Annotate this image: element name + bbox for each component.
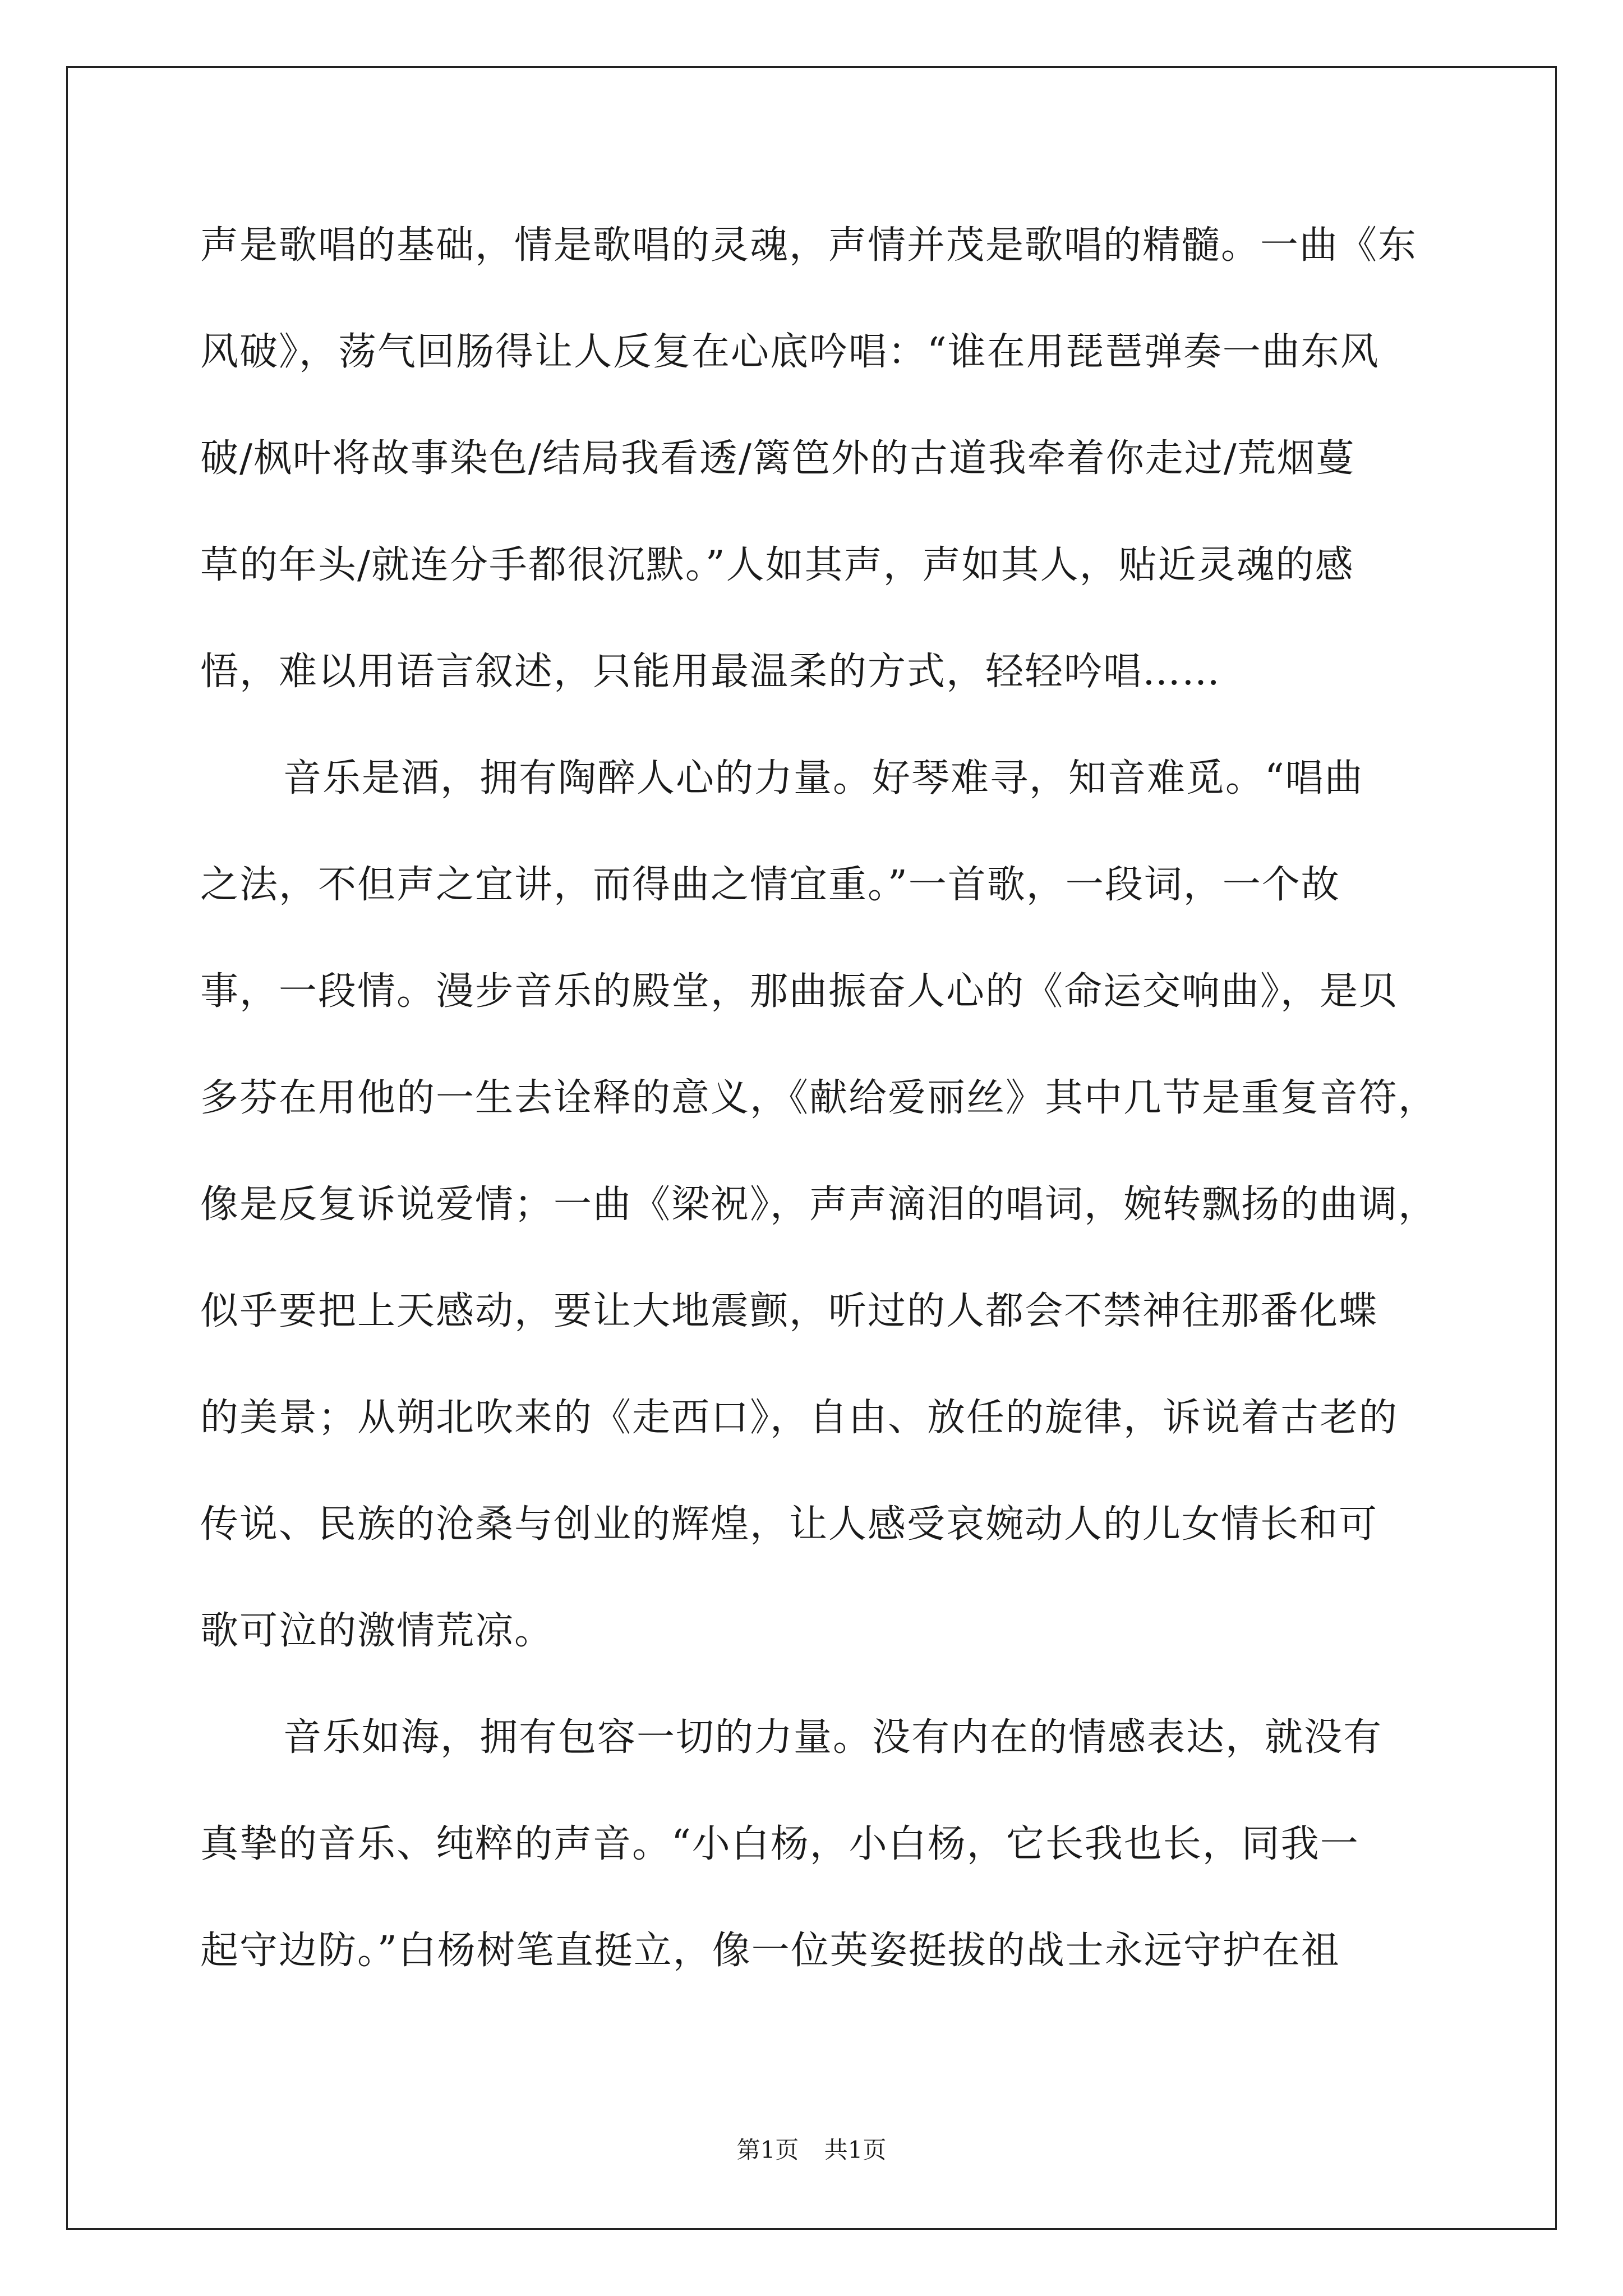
document-body <box>200 209 1438 2021</box>
paragraph-start-line: 音乐如海，拥有包容一切的力量。没有内在的情感表达，就没有 <box>283 1715 1383 1760</box>
text-line: 声是歌唱的基础，情是歌唱的灵魂，声情并茂是歌唱的精髓。一曲《东 <box>200 223 1418 268</box>
text-line: 起守边防。”白杨树笔直挺立，像一位英姿挺拔的战士永远守护在祖 <box>200 1929 1340 1973</box>
page-footer <box>0 2132 1623 2165</box>
text-line: 破/枫叶将故事染色/结局我看透/篱笆外的古道我牵着你走过/荒烟蔓 <box>200 436 1355 481</box>
text-line: 传说、民族的沧桑与创业的辉煌，让人感受哀婉动人的儿女情长和可 <box>200 1502 1378 1547</box>
text-line: 事，一段情。漫步音乐的殿堂，那曲振奋人心的《命运交响曲》，是贝 <box>200 969 1399 1014</box>
text-line: 像是反复诉说爱情；一曲《梁祝》，声声滴泪的唱词，婉转飘扬的曲调， <box>200 1182 1438 1227</box>
text-line: 风破》，荡气回肠得让人反复在心底吟唱：“谁在用琵琶弹奏一曲东风 <box>200 330 1380 374</box>
text-line: 多芬在用他的一生去诠释的意义，《献给爱丽丝》其中几节是重复音符， <box>200 1076 1438 1120</box>
text-line: 草的年头/就连分手都很沉默。”人如其声，声如其人，贴近灵魂的感 <box>200 543 1354 587</box>
text-line: 的美景；从朔北吹来的《走西口》，自由、放任的旋律，诉说着古老的 <box>200 1396 1399 1440</box>
page-number-current: 第1页 <box>736 2136 799 2164</box>
page-number-total: 共1页 <box>824 2136 887 2164</box>
text-line: 歌可泣的激情荒凉。 <box>200 1609 554 1653</box>
text-line: 真挚的音乐、纯粹的声音。“小白杨，小白杨，它长我也长，同我一 <box>200 1822 1359 1866</box>
text-line: 之法，不但声之宜讲，而得曲之情宜重。”一首歌，一段词，一个故 <box>200 863 1340 907</box>
text-line: 似乎要把上天感动，要让大地震颤，听过的人都会不禁神往那番化蝶 <box>200 1289 1378 1333</box>
paragraph-start-line: 音乐是酒，拥有陶醉人心的力量。好琴难寻，知音难觅。“唱曲 <box>283 756 1364 800</box>
text-line: 悟，难以用语言叙述，只能用最温柔的方式，轻轻吟唱…… <box>200 650 1221 694</box>
